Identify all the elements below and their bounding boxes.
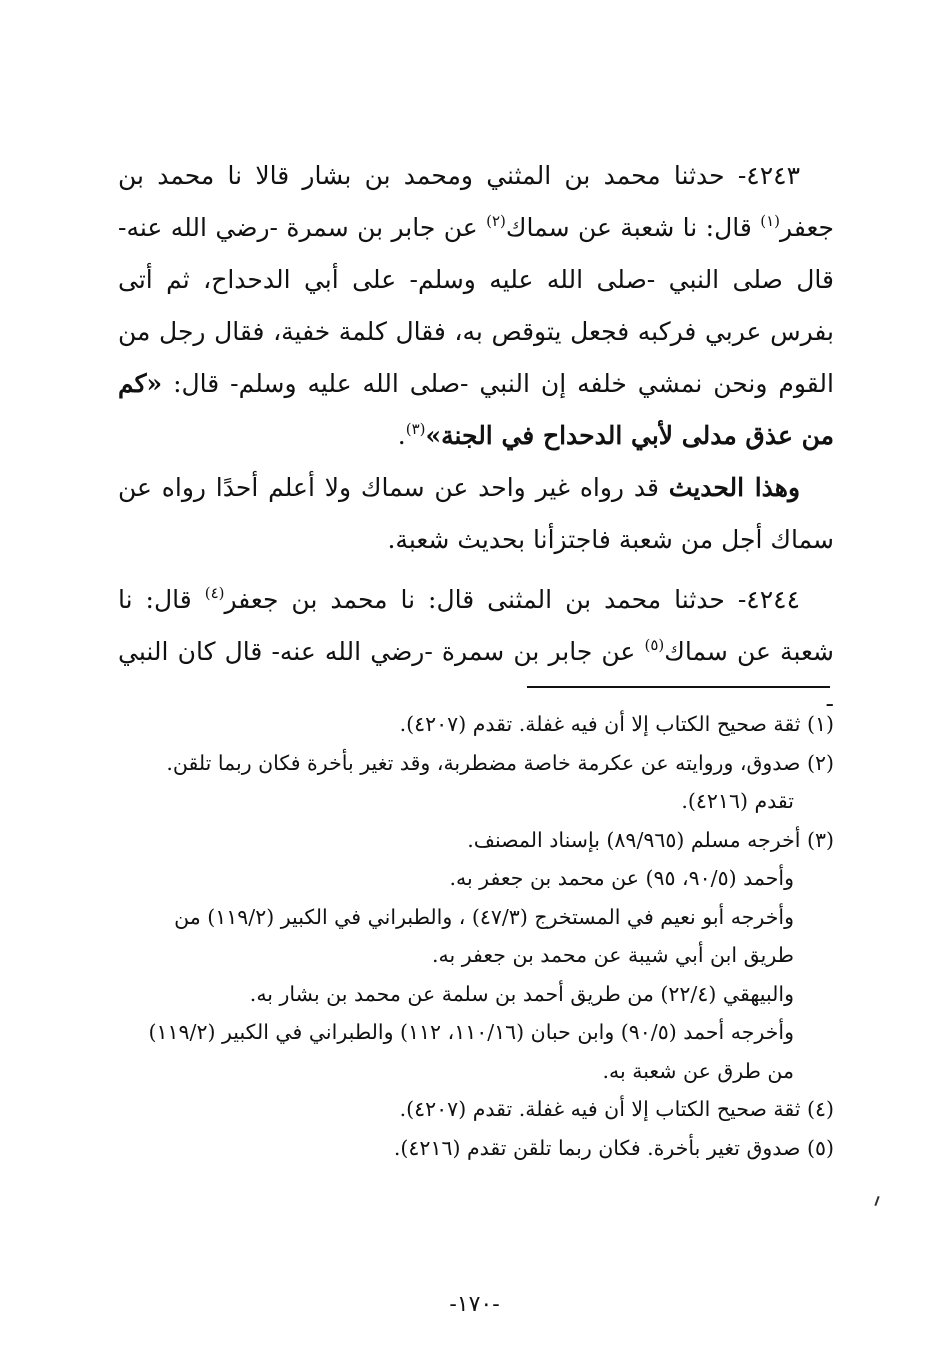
footnote-1: (١) ثقة صحيح الكتاب إلا أن فيه غفلة. تقدم (٤٢٠٧). bbox=[399, 712, 834, 736]
footnote-3-line: وأحمد (٩٠/٥، ٩٥) عن محمد بن جعفر به. bbox=[449, 866, 794, 890]
footnote-ref: (٢) bbox=[486, 212, 506, 230]
hadith-text: عن جابر بن سمرة -رضي الله عنه- قال كان النبي - bbox=[118, 637, 834, 718]
footnote-ref: (٣) bbox=[405, 420, 426, 438]
footnote-ref: (٥) bbox=[644, 636, 665, 654]
comment-lead: وهذا الحديث bbox=[668, 473, 801, 502]
comment-text: قد رواه غير واحد عن سماك ولا أعلم أحدًا رواه عن سماك أجل من شعبة فاجتزأنا بحديث شعبة. bbox=[118, 473, 834, 554]
hadith-text: - حدثنا محمد بن المثنى قال: نا محمد بن جعفر bbox=[224, 585, 747, 614]
hadith-text: - حدثنا محمد بن المثني ومحمد بن بشار قالا نا محمد بن جعفر bbox=[118, 161, 834, 242]
footnote-3: (٣) أخرجه مسلم (٨٩/٩٦٥) بإسناد المصنف. bbox=[467, 827, 834, 852]
main-text bbox=[118, 150, 834, 730]
hadith-text: قال: نا شعبة عن سماك bbox=[505, 213, 761, 242]
footnote-ref: (١) bbox=[760, 212, 781, 230]
footnote-ref: (٤) bbox=[204, 584, 225, 602]
footnote-3-line: وأخرجه أبو نعيم في المستخرج (٤٧/٣) ، والطبراني في الكبير (١١٩/٢) من طريق ابن أبي شيبة عن محمد بن جعفر به. bbox=[174, 904, 794, 967]
footnote-3-line: وأخرجه أحمد (٩٠/٥) وابن حبان (١١٠/١٦، ١١٢) والطبراني في الكبير (١١٩/٢) من طرق عن شعبة به. bbox=[148, 1020, 794, 1083]
prophetic-quote: «كم من عذق مدلى لأبي الدحداح في الجنة» bbox=[118, 369, 834, 450]
footnote-3-line: والبيهقي (٢٢/٤) من طريق أحمد بن سلمة عن محمد بن بشار به. bbox=[249, 981, 794, 1006]
page-number: -١٧٠- bbox=[449, 1292, 500, 1317]
footnote-2: (٢) صدوق، وروايته عن عكرمة خاصة مضطربة، وقد تغير بأخرة فكان ربما تلقن. bbox=[166, 750, 834, 775]
scan-mark bbox=[874, 1196, 879, 1206]
hadith-4243: ٤٢٤٣- حدثنا محمد بن المثني ومحمد بن بشار قالا نا محمد بن جعفر$^{(١)}$ قال: نا شعبة عن سماك$^{(٢)}$ عن جابر بن سمرة -رضي الله عنه- قال صلى النبي -صلى الله عليه وسلم- على أبي الدحداح، ثم أتى بفرس عربي فركبه فجعل يتوقص به، فقال كلمة خفية، فقال رجل من القوم ونحن نمشي خلفه إن النبي -صلى الله عليه وسلم- قال: «كم من عذق مدلى لأبي الدحداح في الجنة»$^{(٣)}$. bbox=[118, 161, 834, 450]
footnote-5: (٥) صدوق تغير بأخرة. فكان ربما تلقن تقدم (٤٢١٦). bbox=[393, 1135, 834, 1160]
hadith-number: ٤٢٤٣ bbox=[746, 161, 800, 190]
hadith-text: عن جابر بن سمرة -رضي الله عنه- قال صلى النبي -صلى الله عليه وسلم- على أبي الدحداح، ثم أتى بفرس عربي فركبه فجعل يتوقص به، فقال كلمة خفية، فقال رجل من القوم ونحن نمشي خلفه إن النبي -صلى الله عليه وسلم- قال: bbox=[118, 213, 834, 398]
hadith-text: قال: نا شعبة عن سماك bbox=[118, 585, 834, 666]
hadith-number: ٤٢٤٤ bbox=[746, 585, 800, 614]
footnote-2-continued: تقدم (٤٢١٦). bbox=[681, 789, 794, 813]
footnote-4: (٤) ثقة صحيح الكتاب إلا أن فيه غفلة. تقدم (٤٢٠٧). bbox=[399, 1097, 834, 1121]
footnote-divider bbox=[527, 686, 830, 688]
author-comment bbox=[118, 462, 834, 566]
footnotes bbox=[118, 705, 834, 1167]
